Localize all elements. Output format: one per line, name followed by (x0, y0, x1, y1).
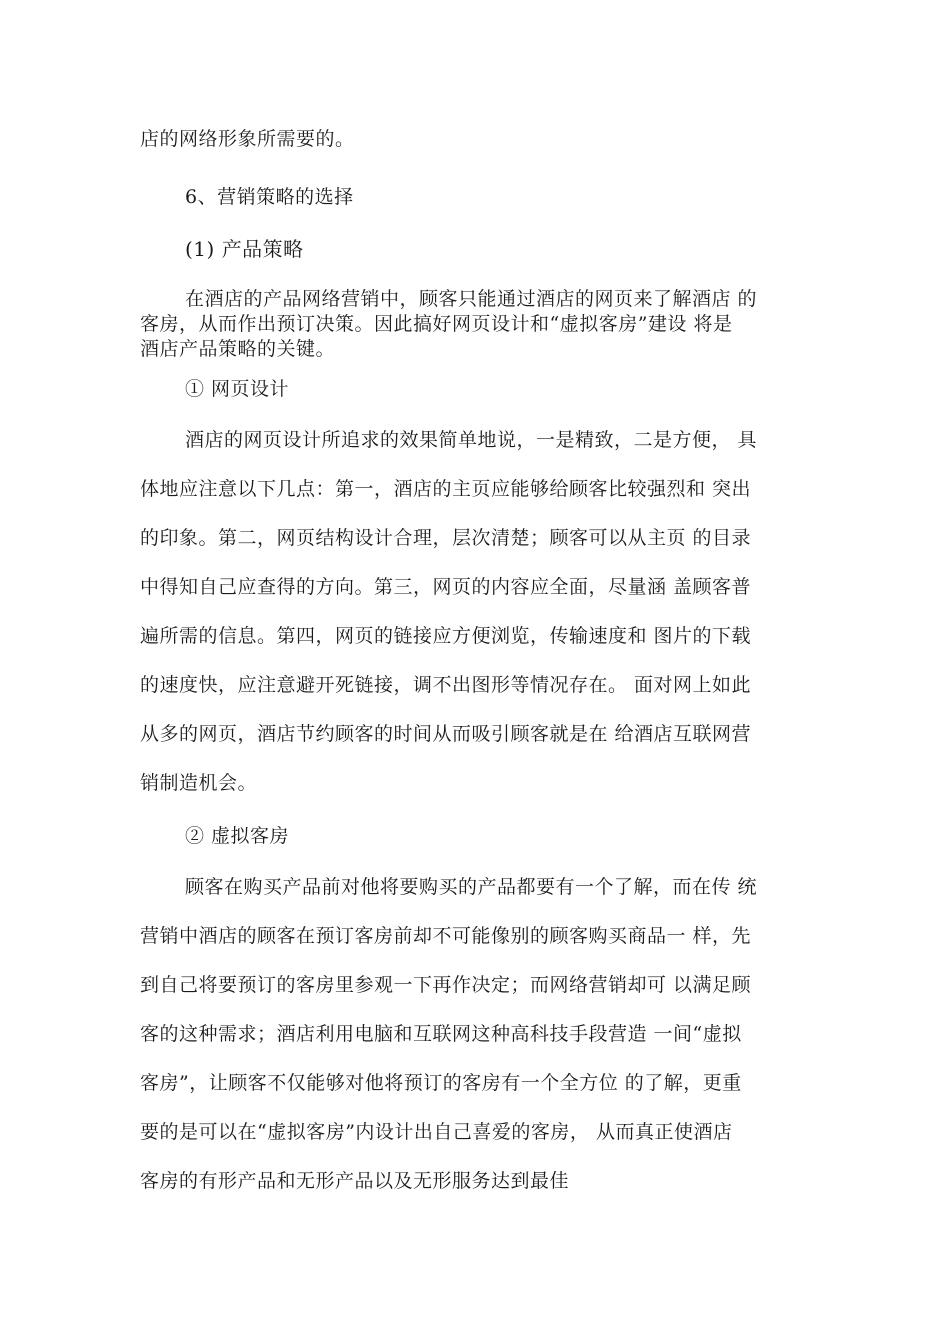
body-line: 酒店的网页设计所追求的效果简单地说，一是精致，二是方便， 具 (185, 429, 758, 451)
body-line: 销制造机会。 (140, 772, 258, 794)
body-line: 体地应注意以下几点：第一，酒店的主页应能够给顾客比较强烈和 突出 (140, 478, 752, 500)
item-heading-web-design: ① 网页设计 (185, 378, 290, 400)
body-line: 要的是可以在“虚拟客房”内设计出自己喜爱的客房， 从而真正使酒店 (140, 1121, 733, 1143)
body-line: 从多的网页，酒店节约顾客的时间从而吸引顾客就是在 给酒店互联网营 (140, 723, 752, 745)
intro-line: 酒店产品策略的关键。 (140, 338, 336, 360)
paragraph-continuation: 店的网络形象所需要的。 (140, 128, 355, 150)
body-line: 顾客在购买产品前对他将要购买的产品都要有一个了解，而在传 统 (185, 876, 758, 898)
intro-line: 客房，从而作出预订决策。因此搞好网页设计和“虚拟客房”建设 将是 (140, 313, 733, 335)
section-heading: 6、营销策略的选择 (185, 186, 354, 208)
body-line: 的印象。第二，网页结构设计合理，层次清楚；顾客可以从主页 的目录 (140, 527, 752, 549)
body-line: 的速度快，应注意避开死链接，调不出图形等情况存在。 面对网上如此 (140, 674, 752, 696)
item-heading-virtual-room: ② 虚拟客房 (185, 825, 290, 847)
body-line: 到自己将要预订的客房里参观一下再作决定；而网络营销却可 以满足顾 (140, 974, 752, 996)
body-line: 遍所需的信息。第四，网页的链接应方便浏览，传输速度和 图片的下载 (140, 625, 752, 647)
intro-line: 在酒店的产品网络营销中，顾客只能通过酒店的网页来了解酒店 的 (185, 288, 758, 310)
body-line: 中得知自己应查得的方向。第三，网页的内容应全面，尽量涵 盖顾客普 (140, 576, 752, 598)
body-line: 客房”，让顾客不仅能够对他将预订的客房有一个全方位 的了解，更重 (140, 1072, 742, 1094)
subsection-heading: (1) 产品策略 (185, 237, 304, 261)
body-line: 客的这种需求；酒店利用电脑和互联网这种高科技手段营造 一间“虚拟 (140, 1023, 742, 1045)
body-line: 营销中酒店的顾客在预订客房前却不可能像别的顾客购买商品一 样，先 (140, 925, 752, 947)
body-line: 客房的有形产品和无形产品以及无形服务达到最佳 (140, 1170, 570, 1192)
